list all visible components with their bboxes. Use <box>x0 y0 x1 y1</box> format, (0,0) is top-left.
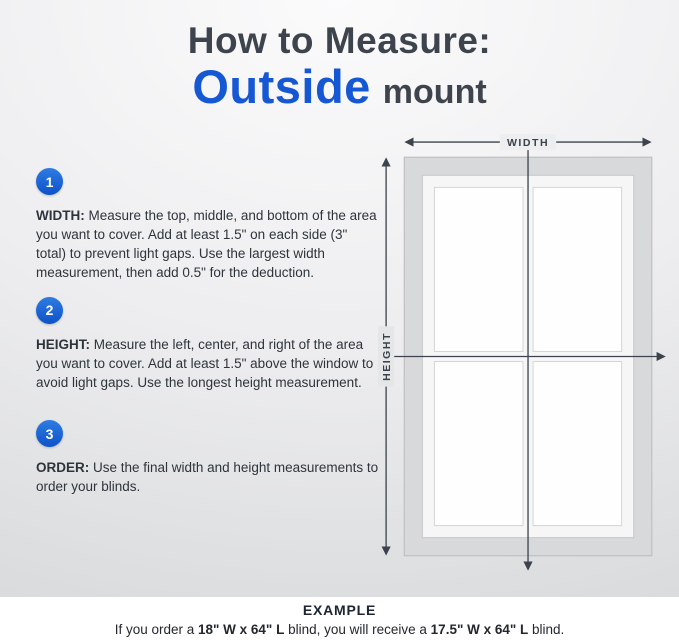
window-pane-top-left <box>434 187 523 351</box>
step-2-badge <box>36 297 63 324</box>
step-2-number: 2 <box>45 302 54 319</box>
example-ordered-size: 18" W x 64" L <box>198 622 285 637</box>
height-label: HEIGHT <box>381 332 394 381</box>
step-2-body: Measure the left, center, and right of the area you want to cover. Add at least 1.5" above the window to avoid light gaps. Use the longest height measurement. <box>36 336 374 390</box>
step-1-badge <box>36 168 63 195</box>
step-1-text <box>36 206 380 283</box>
step-1 <box>36 168 380 283</box>
height-label-group <box>378 326 394 386</box>
steps-column <box>36 168 380 510</box>
step-3-body: Use the final width and height measurements to order your blinds. <box>36 460 379 495</box>
step-1-number: 1 <box>45 173 54 190</box>
step-1-body: Measure the top, middle, and bottom of the area you want to cover. Add at least 1.5" on each side (3" total) to prevent light gaps. Use the largest width measurement, then add 0.5" for the deduction. <box>36 208 377 281</box>
title-line2 <box>0 62 679 111</box>
step-1-label: WIDTH: <box>36 208 85 223</box>
window-pane-bottom-left <box>434 362 523 526</box>
step-3-label: ORDER: <box>36 460 90 476</box>
step-3-text <box>36 458 380 496</box>
step-3-number: 3 <box>45 425 54 442</box>
window-pane-bottom-right <box>533 362 622 526</box>
title-line1: How to Measure: <box>187 20 492 61</box>
example-title: EXAMPLE <box>302 602 377 618</box>
example-post: blind. <box>528 622 565 637</box>
example-section <box>0 597 679 644</box>
step-2-text <box>36 335 380 392</box>
example-received-size: 17.5" W x 64" L <box>430 622 529 637</box>
example-pre: If you order a <box>114 622 198 637</box>
page-title <box>0 20 679 111</box>
title-accent-outside: Outside <box>192 60 371 113</box>
step-3 <box>36 420 380 496</box>
title-rest-mount: mount <box>382 73 487 111</box>
step-3-badge <box>36 420 63 447</box>
step-2-label: HEIGHT: <box>36 336 90 352</box>
example-text <box>0 622 679 637</box>
window-diagram <box>372 130 674 588</box>
width-label: WIDTH <box>506 137 550 150</box>
window-pane-top-right <box>533 187 622 351</box>
step-2 <box>36 297 380 392</box>
example-mid: blind, you will receive a <box>284 622 431 637</box>
